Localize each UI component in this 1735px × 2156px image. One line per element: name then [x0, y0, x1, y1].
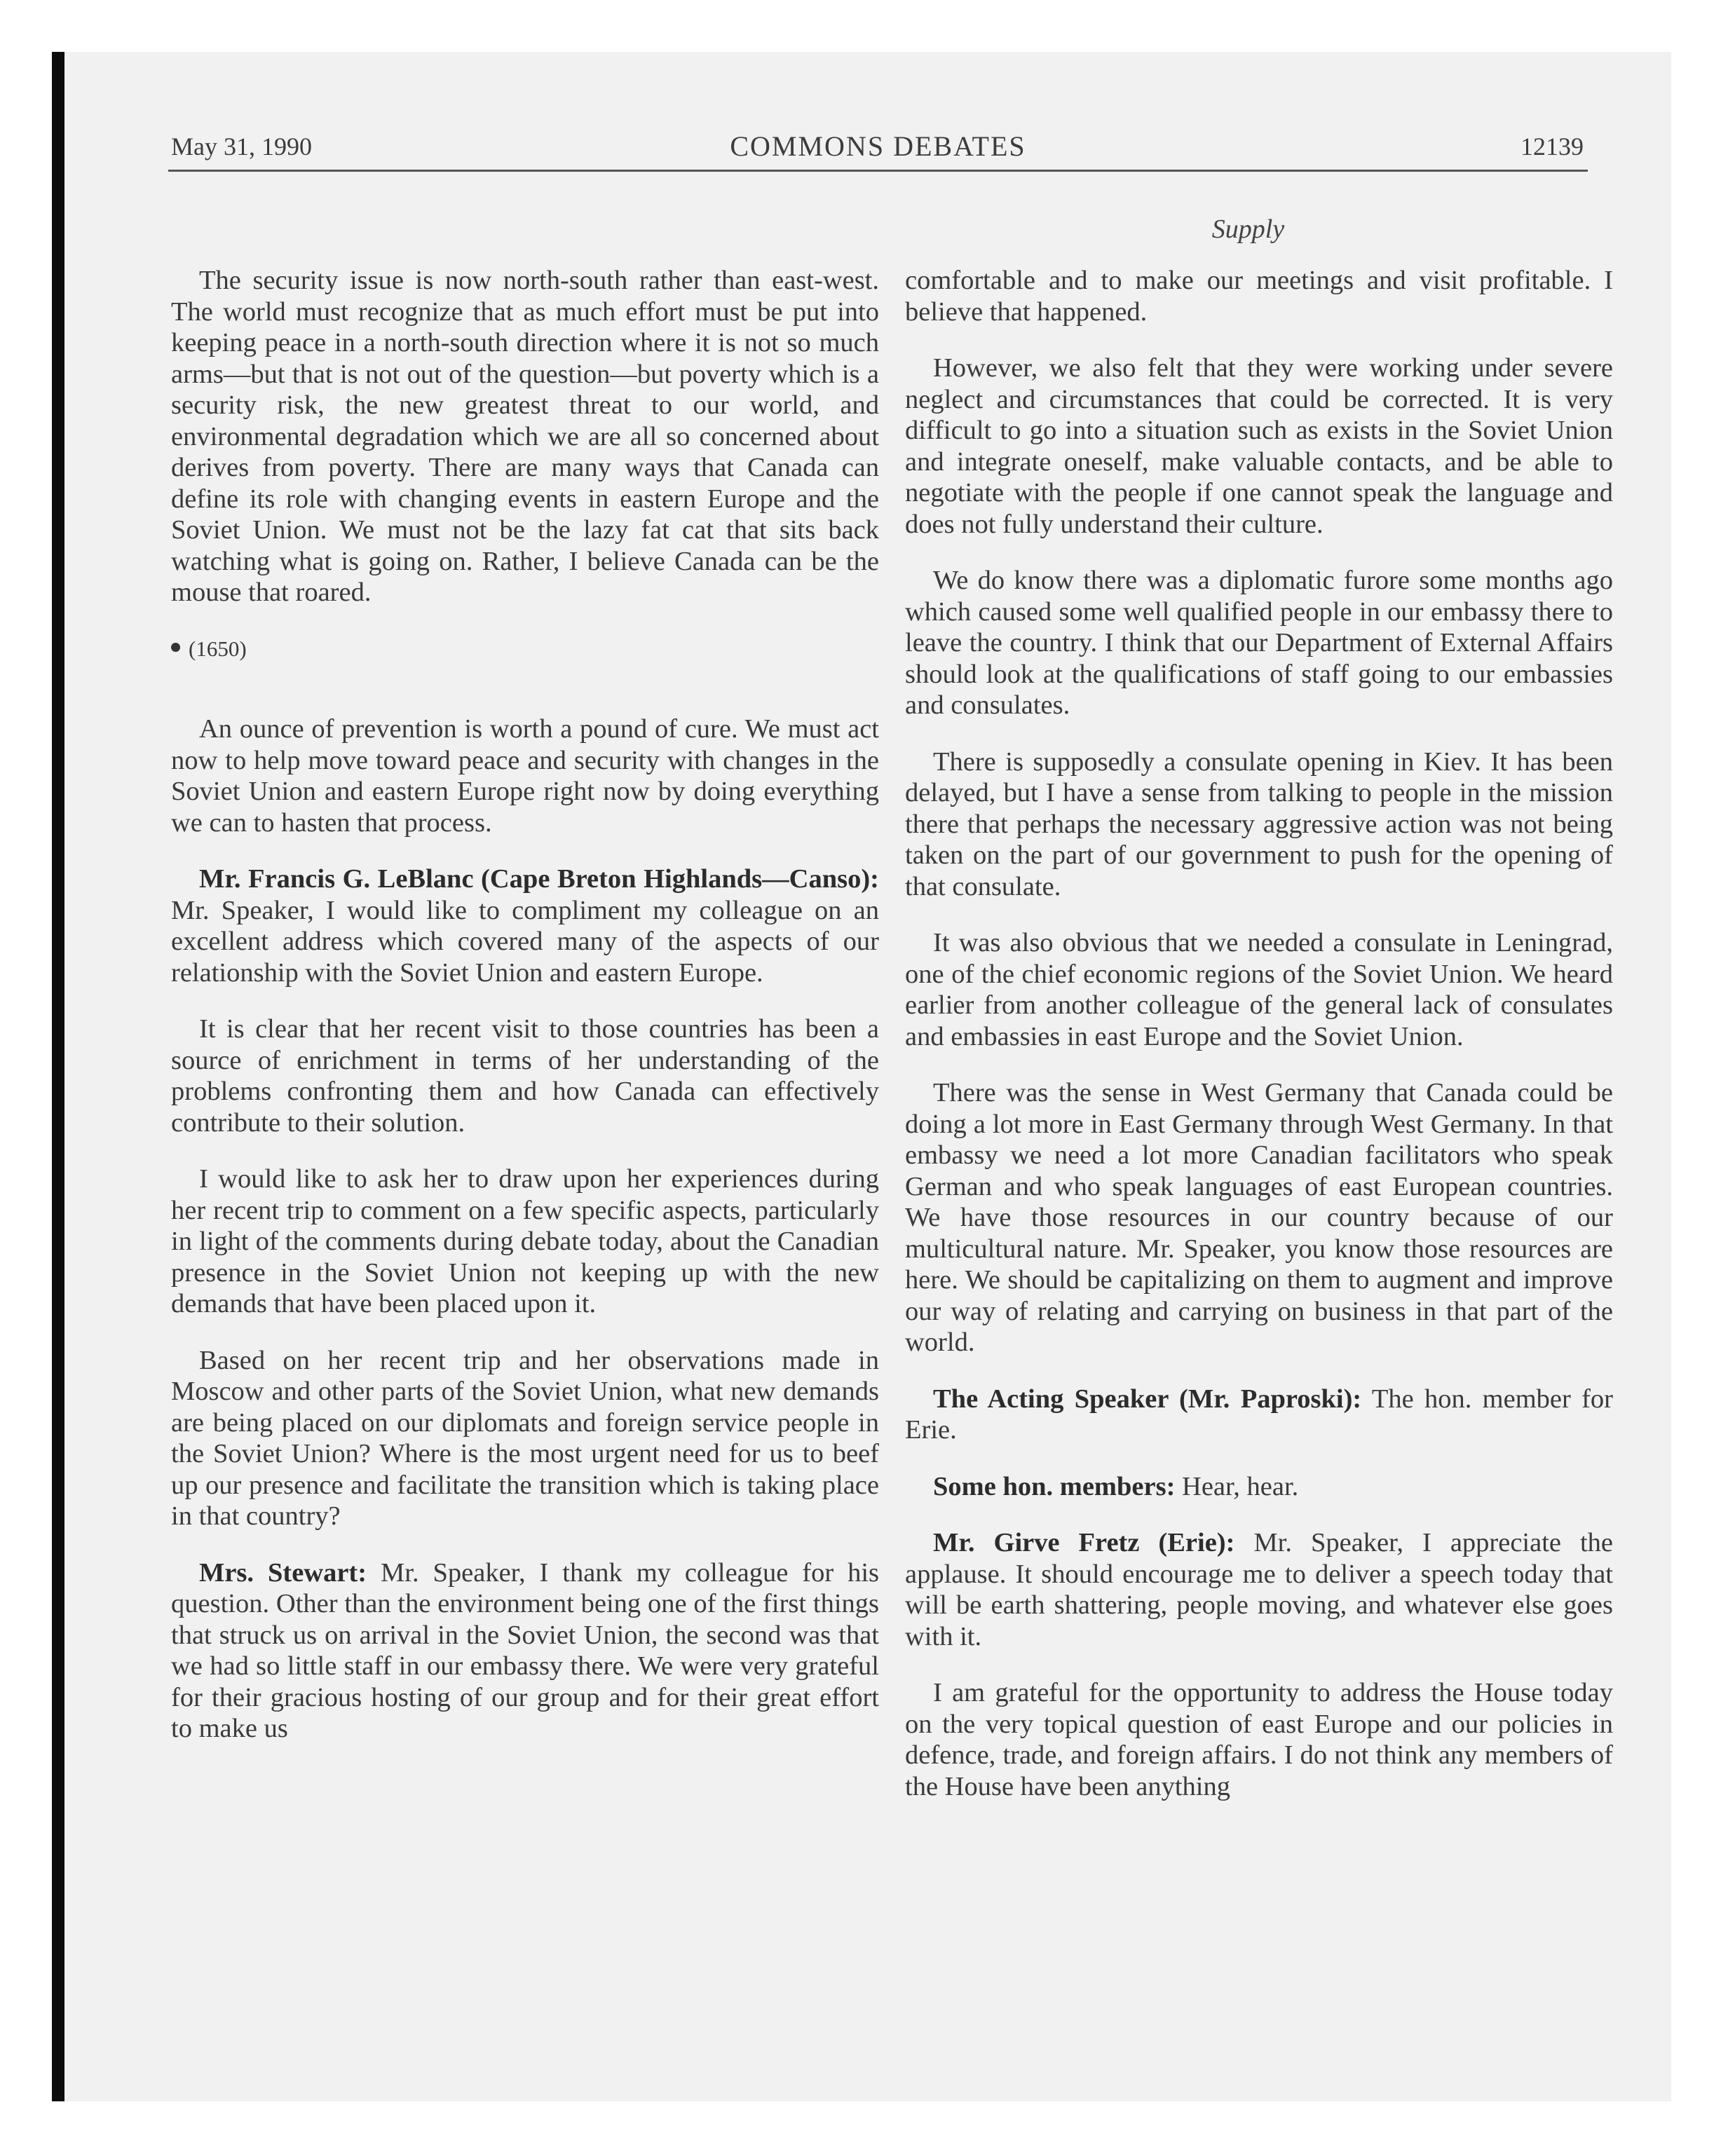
paragraph: I am grateful for the opportunity to address the House today on the very topical question of east Europe and our policies in defence, trade, and foreign affairs. I do not think any members of the House have been anything: [905, 1678, 1613, 1801]
header-page-number: 12139: [1520, 132, 1584, 161]
speaker-name: Mr. Francis G. LeBlanc (Cape Breton Highlands—Canso):: [199, 864, 879, 894]
paragraph: It was also obvious that we needed a consulate in Leningrad, one of the chief economic regions of the Soviet Union. We heard earlier from another colleague of the general lack of consulates and embassies in east Europe and the Soviet Union.: [905, 928, 1613, 1051]
speaker-name: Some hon. members:: [933, 1471, 1176, 1501]
speaker-paragraph: [905, 1471, 1613, 1503]
paragraph: However, we also felt that they were working under severe neglect and circumstances that could be corrected. It is very difficult to go into a situation such as exists in the Soviet Union and integrate oneself, make valuable contacts, and be able to negotiate with the people if one cannot speak the language and does not fully understand their culture.: [905, 353, 1613, 539]
speaker-paragraph: [905, 1384, 1613, 1446]
speaker-paragraph: [905, 1527, 1613, 1652]
speech-text: Hear, hear.: [1182, 1471, 1299, 1501]
paragraph: The security issue is now north-south rather than east-west. The world must recognize that as much effort must be put into keeping peace in a north-south direction where it is not so much arms—but that is not out of the question—but poverty which is a security risk, the new greatest threat to our world, and environmental degradation which we are all so concerned about derives from poverty. There are many ways that Canada can define its role with changing events in eastern Europe and the Soviet Union. We must not be the lazy fat cat that sits back watching what is going on. Rather, I believe Canada can be the mouse that roared.: [171, 266, 879, 607]
speaker-name: The Acting Speaker (Mr. Paproski):: [933, 1384, 1362, 1414]
paragraph: Based on her recent trip and her observations made in Moscow and other parts of the Soviet Union, what new demands are being placed on our diplomats and foreign service people in the Soviet Union? Where is the most urgent need for us to beef up our presence and facilitate the transition which is taking place in that country?: [171, 1345, 879, 1531]
speech-text: Mr. Speaker, I thank my colleague for his question. Other than the environment being one of the first things that struck us on arrival in the Soviet Union, the second was that we had so little staff in our embassy there. We were very grateful for their gracious hosting of our group and for their great effort to make us: [171, 1557, 880, 1743]
speaker-name: Mrs. Stewart:: [199, 1557, 367, 1588]
speaker-paragraph: [171, 864, 879, 988]
binding-edge: [52, 52, 64, 2101]
paragraph: It is clear that her recent visit to those countries has been a source of enrichment in terms of her understanding of the problems confronting them and how Canada can effectively contribute to their solution.: [171, 1014, 879, 1138]
bullet-icon: [171, 643, 180, 652]
section-label: Supply: [1211, 214, 1285, 244]
time-marker-text: (1650): [189, 636, 247, 661]
paragraph: I would like to ask her to draw upon her experiences during her recent trip to comment on a few specific aspects, particularly in light of the comments during debate today, about the Canadian presence in the Soviet Union not keeping up with the new demands that have been placed upon it.: [171, 1164, 879, 1318]
paragraph: We do know there was a diplomatic furore some months ago which caused some well qualified people in our embassy there to leave the country. I think that our Department of External Affairs should look at the qualifications of staff going to our embassies and consulates.: [905, 566, 1613, 720]
paragraph: There was the sense in West Germany that Canada could be doing a lot more in East Germany through West Germany. In that embassy we need a lot more Canadian facilitators who speak German and who speak languages of east European countries. We have those resources in our country because of our multicultural nature. Mr. Speaker, you know those resources are here. We should be capitalizing on them to augment and improve our way of relating and carrying on business in that part of the world.: [905, 1078, 1613, 1357]
header-date: May 31, 1990: [171, 132, 312, 161]
paragraph: An ounce of prevention is worth a pound of cure. We must act now to help move toward peace and security with changes in the Soviet Union and eastern Europe right now by doing everything we can to hasten that process.: [171, 714, 879, 838]
speech-text: Mr. Speaker, I appreciate the applause. It should encourage me to deliver a speech today that will be earth shattering, people moving, and whatever else goes with it.: [905, 1528, 1613, 1651]
speaker-paragraph: [171, 1557, 879, 1745]
page-header: [168, 129, 1588, 172]
speech-text: The hon. member for Erie.: [905, 1384, 1614, 1445]
header-publication-title: COMMONS DEBATES: [730, 130, 1026, 162]
left-column: [171, 265, 879, 1770]
speaker-name: Mr. Girve Fretz (Erie):: [933, 1528, 1235, 1557]
time-marker: [171, 634, 879, 665]
paragraph-continuation: comfortable and to make our meetings and visit profitable. I believe that happened.: [905, 266, 1613, 327]
speech-text: Mr. Speaker, I would like to compliment my colleague on an excellent address which covered many of the aspects of our relationship with the Soviet Union and eastern Europe.: [171, 895, 879, 988]
paragraph: There is supposedly a consulate opening in Kiev. It has been delayed, but I have a sense from talking to people in the mission there that perhaps the necessary aggressive action was not being taken on the part of our government to push for the opening of that consulate.: [905, 746, 1613, 901]
right-column: [905, 265, 1613, 1827]
